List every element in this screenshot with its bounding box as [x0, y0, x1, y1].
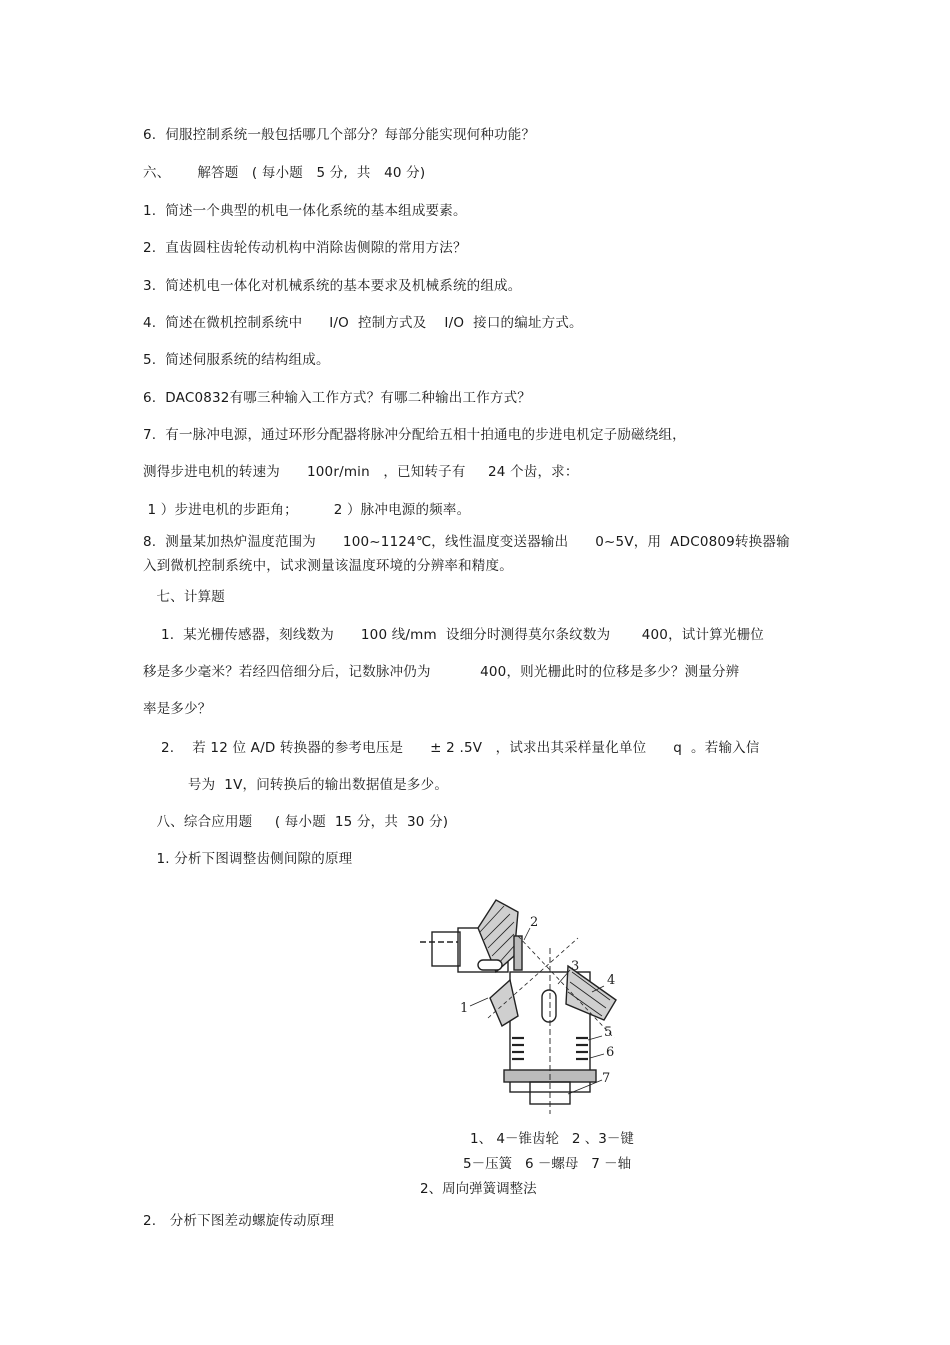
question-line: 7. 有一脉冲电源，通过环形分配器将脉冲分配给五相十拍通电的步进电机定子励磁绕组，	[143, 427, 686, 443]
question-line: 2. 分析下图差动螺旋传动原理	[143, 1213, 335, 1229]
figure-label: 6	[606, 1045, 615, 1060]
question-line: 号为 1V，问转换后的输出数据值是多少。	[143, 777, 449, 793]
figure-caption-line: 5－压簧 6 －螺母 7 －轴	[463, 1156, 632, 1172]
question-line: 5. 简述伺服系统的结构组成。	[143, 352, 330, 368]
figure-label: 5	[604, 1025, 613, 1040]
question-line: 入到微机控制系统中，试求测量该温度环境的分辨率和精度。	[143, 558, 513, 574]
question-line: 2. 若 12 位 A/D 转换器的参考电压是 ± 2 .5V ，试求出其采样量化单位 q 。若输入信	[143, 740, 760, 756]
question-line: 1 ）步进电机的步距角； 2 ）脉冲电源的频率。	[143, 502, 471, 518]
question-line: 6. 伺服控制系统一般包括哪几个部分？每部分能实现何种功能？	[143, 127, 536, 143]
figure-label: 3	[571, 959, 580, 974]
question-line: 8. 测量某加热炉温度范围为 100~1124℃，线性温度变送器输出 0~5V，用 ADC0809转换器输	[143, 534, 790, 550]
question-line: 1. 某光栅传感器，刻线数为 100 线/mm 设细分时测得莫尔条纹数为 400，试计算光栅位	[143, 627, 764, 643]
question-line: 测得步进电机的转速为 100r/min ，已知转子有 24 个齿，求：	[143, 464, 579, 480]
figure-title: 2、周向弹簧调整法	[420, 1181, 537, 1197]
section-heading: 八、综合应用题 ( 每小题 15 分，共 30 分)	[143, 814, 449, 830]
question-line: 2. 直齿圆柱齿轮传动机构中消除齿侧隙的常用方法？	[143, 240, 467, 256]
question-line: 1. 分析下图调整齿侧间隙的原理	[143, 851, 353, 867]
question-line: 移是多少毫米？若经四倍细分后，记数脉冲仍为 400，则光栅此时的位移是多少？测量分辨	[143, 664, 740, 680]
section-heading: 六、 解答题 ( 每小题 5 分, 共 40 分)	[143, 165, 426, 181]
question-line: 3. 简述机电一体化对机械系统的基本要求及机械系统的组成。	[143, 278, 522, 294]
figure-label: 4	[607, 973, 616, 988]
figure-label: 1	[460, 1001, 469, 1016]
question-line: 6. DAC0832有哪三种输入工作方式？有哪二种输出工作方式？	[143, 390, 532, 406]
section-heading: 七、计算题	[143, 589, 225, 605]
bevel-gear-diagram	[418, 888, 628, 1116]
figure-label: 7	[602, 1071, 611, 1086]
question-line: 1. 简述一个典型的机电一体化系统的基本组成要素。	[143, 203, 467, 219]
question-line: 率是多少？	[143, 701, 212, 717]
figure-label: 2	[530, 915, 539, 930]
question-line: 4. 简述在微机控制系统中 I/O 控制方式及 I/O 接口的编址方式。	[143, 315, 583, 331]
figure-caption-line: 1、 4－锥齿轮 2 、3－键	[470, 1131, 634, 1147]
